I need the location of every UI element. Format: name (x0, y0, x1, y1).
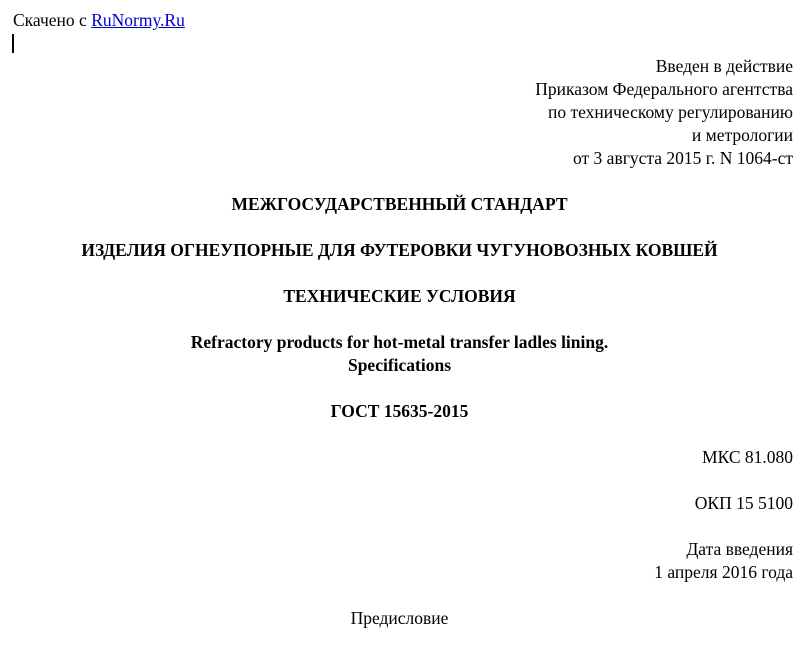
standard-type-heading: МЕЖГОСУДАРСТВЕННЫЙ СТАНДАРТ (231, 194, 568, 214)
approval-line: от 3 августа 2015 г. N 1064-ст (573, 148, 793, 168)
effective-date-value: 1 апреля 2016 года (654, 562, 793, 582)
document-title: ИЗДЕЛИЯ ОГНЕУПОРНЫЕ ДЛЯ ФУТЕРОВКИ ЧУГУНОВОЗНЫХ КОВШЕЙ (81, 240, 718, 260)
approval-line: по техническому регулированию (547, 102, 793, 122)
english-title-line1: Refractory products for hot-metal transfer ladles lining. (190, 332, 609, 352)
approval-block (535, 55, 793, 170)
effective-date-label: Дата введения (686, 539, 793, 559)
english-title (0, 331, 799, 377)
document-subtitle: ТЕХНИЧЕСКИЕ УСЛОВИЯ (283, 286, 516, 306)
source-prefix: Скачено с (13, 10, 92, 30)
text-cursor (12, 34, 14, 53)
english-title-line2: Specifications (347, 355, 452, 375)
approval-line: Введен в действие (655, 56, 793, 76)
approval-line: и метрологии (691, 125, 793, 145)
source-link[interactable]: RuNormy.Ru (91, 10, 185, 30)
okp-code: ОКП 15 5100 (694, 493, 793, 513)
effective-date-block (654, 538, 793, 584)
mks-code: МКС 81.080 (702, 447, 793, 467)
approval-line: Приказом Федерального агентства (535, 79, 793, 99)
source-line (13, 9, 185, 31)
foreword-heading: Предисловие (350, 608, 449, 628)
standard-designation: ГОСТ 15635-2015 (330, 401, 469, 421)
